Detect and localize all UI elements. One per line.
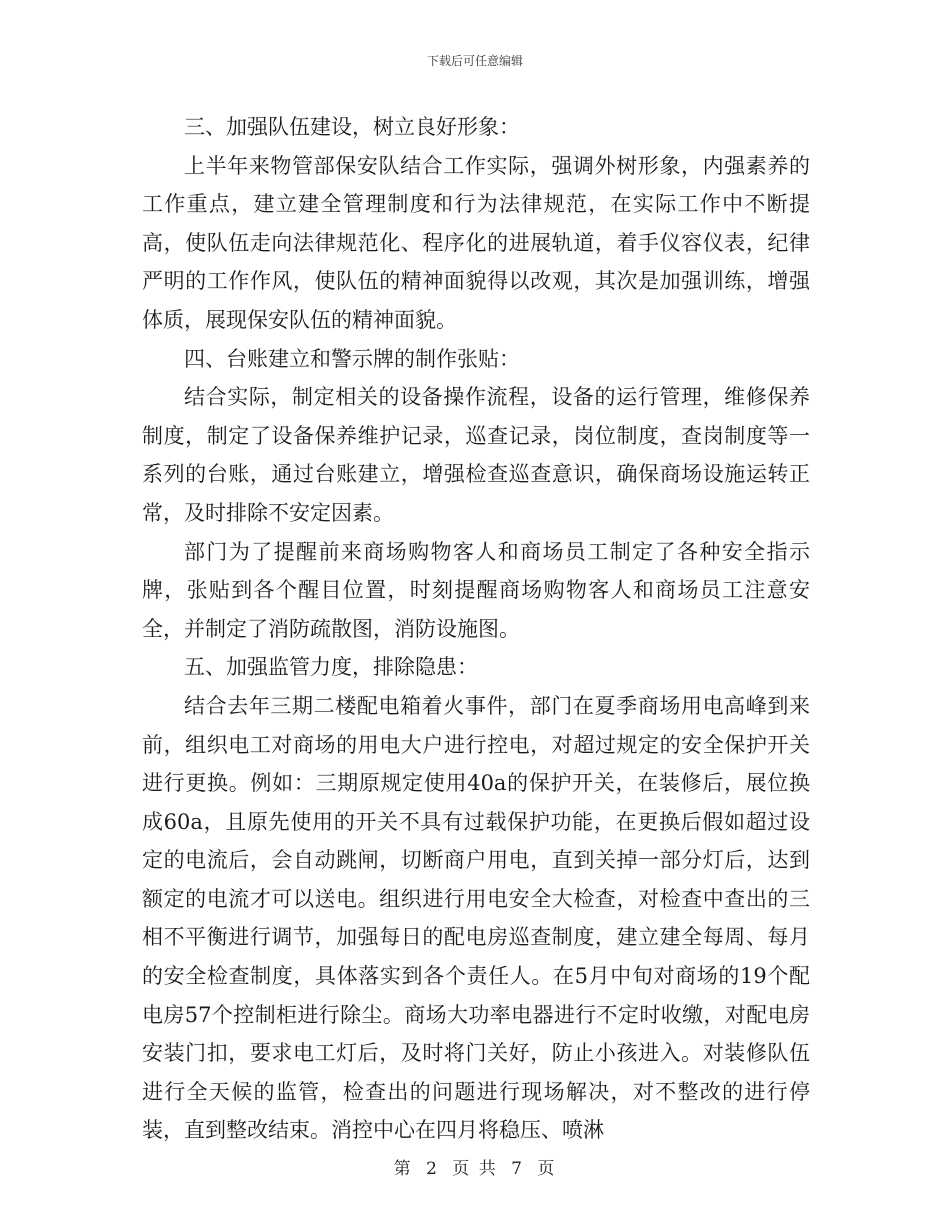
document-body — [142, 108, 810, 1150]
footer-middle: 页 共 — [452, 1159, 498, 1179]
paragraph-supervision: 结合去年三期二楼配电箱着火事件，部门在夏季商场用电高峰到来前，组织电工对商场的用电大户进行控电，对超过规定的安全保护开关进行更换。例如：三期原规定使用40a的保护开关，在装修后，展位换成60a，且原先使用的开关不具有过载保护功能，在更换后假如超过设定的电流后，会自动跳闸，切断商户用电，直到关掉一部分灯后，达到额定的电流才可以送电。组织进行用电安全大检查，对检查中查出的三相不平衡进行调节，加强每日的配电房巡查制度，建立建全每周、每月的安全检查制度，具体落实到各个责任人。在5月中旬对商场的19个配电房57个控制柜进行除尘。商场大功率电器进行不定时收缴，对配电房安装门扣，要求电工灯后，及时将门关好，防止小孩进入。对装修队伍进行全天候的监管，检查出的问题进行现场解决，对不整改的进行停装，直到整改结束。消控中心在四月将稳压、喷淋 — [142, 693, 810, 1143]
paragraph-ledger: 结合实际，制定相关的设备操作流程，设备的运行管理，维修保养制度，制定了设备保养维护记录，巡查记录，岗位制度，查岗制度等一系列的台账，通过台账建立，增强检查巡查意识，确保商场设施运转正常，及时排除不安定因素。 — [142, 385, 810, 525]
page-header — [0, 52, 950, 69]
footer-current-page: 2 — [426, 1159, 439, 1179]
footer-prefix: 第 — [393, 1159, 413, 1179]
paragraph-signs: 部门为了提醒前来商场购物客人和商场员工制定了各种安全指示牌，张贴到各个醒目位置，时刻提醒商场购物客人和商场员工注意安全，并制定了消防疏散图，消防设施图。 — [142, 539, 810, 641]
page-footer — [0, 1154, 950, 1179]
paragraph-team-building: 上半年来物管部保安队结合工作实际，强调外树形象，内强素养的工作重点，建立建全管理制度和行为法律规范，在实际工作中不断提高，使队伍走向法律规范化、程序化的进展轨道，着手仪容仪表，纪律严明的工作作风，使队伍的精神面貌得以改观，其次是加强训练，增强体质，展现保安队伍的精神面貌。 — [142, 153, 810, 332]
section-heading-5: 五、加强监管力度，排除隐患： — [184, 655, 478, 680]
footer-total-pages: 7 — [511, 1159, 524, 1179]
section-heading-3: 三、加强队伍建设，树立良好形象： — [184, 115, 520, 139]
header-note: 下载后可任意编辑 — [426, 54, 523, 68]
section-heading-4: 四、台账建立和警示牌的制作张贴： — [184, 346, 520, 371]
footer-suffix: 页 — [537, 1159, 557, 1179]
